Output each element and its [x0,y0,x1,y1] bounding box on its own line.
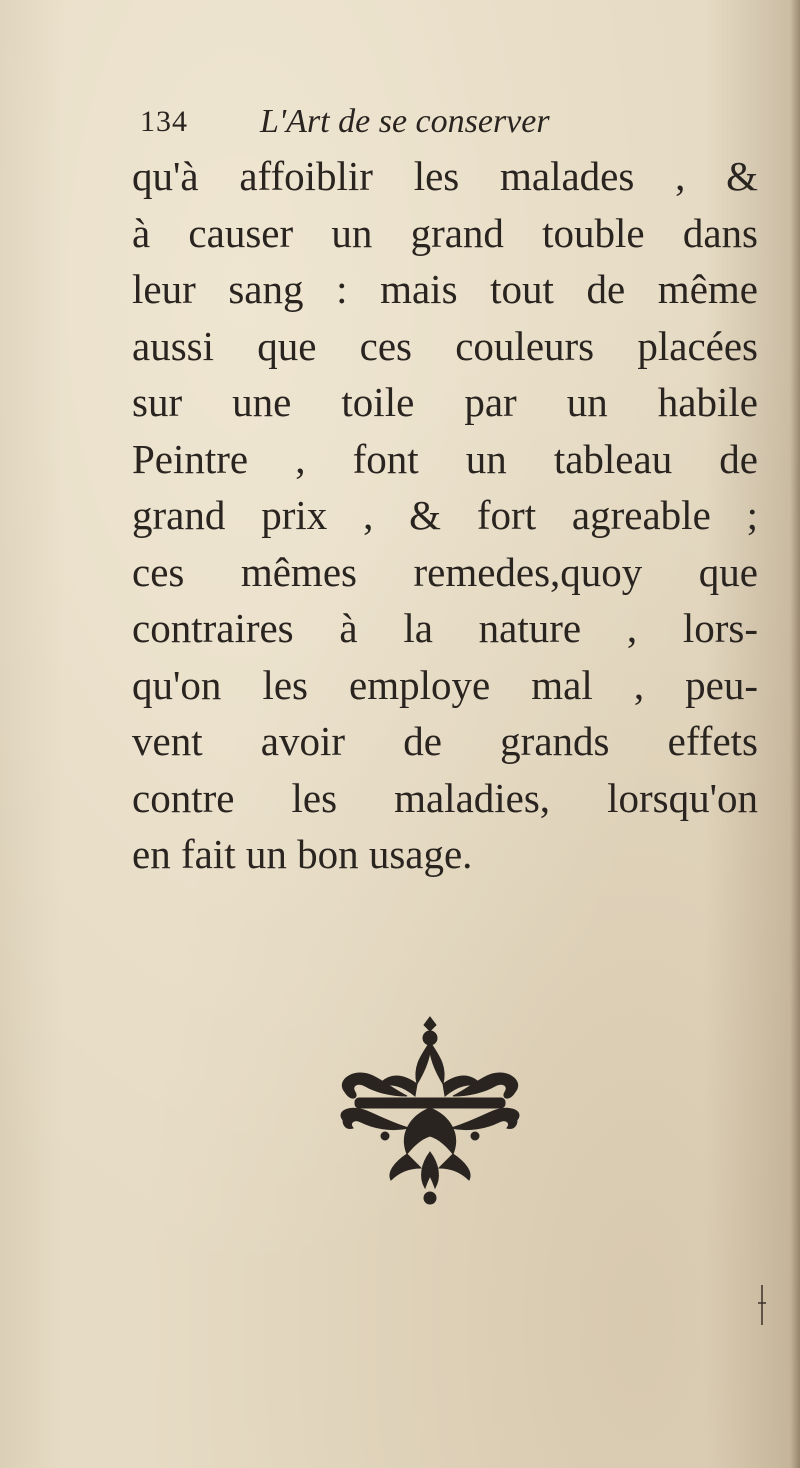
text-line: contraires à la nature , lors- [132,605,758,651]
page-number: 134 [140,105,188,138]
text-line: grand prix , & fort agreable ; [132,492,758,538]
page-edge-shadow [790,0,800,1468]
floral-tailpiece-icon [325,1012,535,1212]
text-line: sur une toile par un habile [132,379,758,425]
text-line: vent avoir de grands effets [132,718,758,764]
text-line: ces mêmes remedes,quoy que [132,548,758,595]
text-line: qu'on les employe mal , peu- [132,661,758,708]
text-line: en fait un bon usage. [132,831,473,877]
text-line: Peintre , font un tableau de [132,435,758,482]
text-line: contre les maladies, lorsqu'on [132,774,758,821]
margin-mark [758,1285,766,1325]
text-line: à causer un grand touble dans [132,209,758,256]
body-text [132,148,758,883]
text-line: aussi que ces couleurs placées [132,322,758,369]
text-line: leur sang : mais tout de même [132,266,758,312]
running-title: L'Art de se conserver [260,103,550,140]
text-line: qu'à affoiblir les malades , & [132,153,758,199]
running-header [140,100,740,150]
